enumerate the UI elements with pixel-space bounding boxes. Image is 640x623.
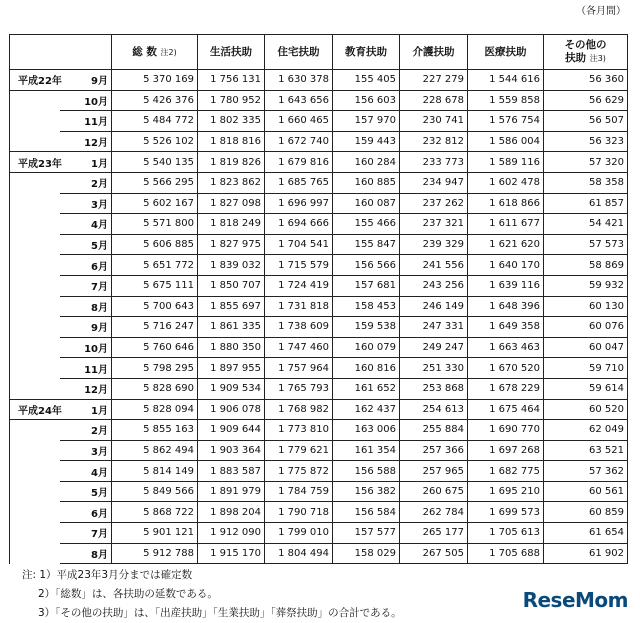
cell-value: 1 757 964: [265, 358, 333, 379]
cell-value: 1 660 465: [265, 111, 333, 132]
cell-value: 1 640 170: [468, 255, 544, 276]
cell-value: 1 649 358: [468, 317, 544, 338]
cell-value: 5 814 149: [112, 461, 198, 482]
row-month: 7月: [60, 275, 112, 296]
cell-value: 1 697 268: [468, 440, 544, 461]
table-row: [10, 481, 628, 502]
cell-value: 58 358: [544, 172, 628, 193]
row-month: 11月: [60, 358, 112, 379]
cell-value: 1 670 520: [468, 358, 544, 379]
cell-value: 1 823 862: [198, 172, 265, 193]
cell-value: 1 663 463: [468, 337, 544, 358]
cell-value: 1 773 810: [265, 420, 333, 441]
table-row: [10, 70, 628, 91]
cell-value: 239 329: [400, 234, 468, 255]
cell-value: 1 861 335: [198, 317, 265, 338]
cell-value: 254 613: [400, 399, 468, 420]
cell-value: 1 912 090: [198, 523, 265, 544]
cell-value: 161 354: [333, 440, 400, 461]
cell-value: 1 779 621: [265, 440, 333, 461]
row-month: 12月: [60, 131, 112, 152]
cell-value: 57 362: [544, 461, 628, 482]
cell-value: 62 049: [544, 420, 628, 441]
cell-value: 5 912 788: [112, 543, 198, 564]
cell-value: 5 484 772: [112, 111, 198, 132]
table-row: [10, 172, 628, 193]
footnote-2: 2）「総数」は、各扶助の延数である。: [38, 588, 218, 600]
cell-value: 1 903 364: [198, 440, 265, 461]
cell-value: 1 818 249: [198, 214, 265, 235]
header-iryo: 医療扶助: [468, 35, 544, 70]
table-row: [10, 234, 628, 255]
cell-value: 251 330: [400, 358, 468, 379]
cell-value: 157 681: [333, 275, 400, 296]
cell-value: 1 648 396: [468, 296, 544, 317]
cell-value: 162 437: [333, 399, 400, 420]
welfare-assistance-table: [9, 34, 628, 564]
table-row: [10, 523, 628, 544]
cell-value: 160 284: [333, 152, 400, 173]
cell-value: 56 360: [544, 70, 628, 91]
cell-value: 1 780 952: [198, 90, 265, 111]
cell-value: 1 827 975: [198, 234, 265, 255]
cell-value: 1 724 419: [265, 275, 333, 296]
cell-value: 1 705 688: [468, 543, 544, 564]
row-month: 4月: [60, 214, 112, 235]
row-month: 4月: [60, 461, 112, 482]
row-year: [10, 337, 60, 358]
cell-value: 234 947: [400, 172, 468, 193]
cell-value: 233 773: [400, 152, 468, 173]
cell-value: 156 382: [333, 481, 400, 502]
cell-value: 1 682 775: [468, 461, 544, 482]
table-row: [10, 378, 628, 399]
header-kyoiku: 教育扶助: [333, 35, 400, 70]
cell-value: 160 079: [333, 337, 400, 358]
cell-value: 1 818 816: [198, 131, 265, 152]
cell-value: 1 695 210: [468, 481, 544, 502]
cell-value: 5 798 295: [112, 358, 198, 379]
header-other: その他の 扶助 注3): [544, 35, 628, 70]
cell-value: 5 901 121: [112, 523, 198, 544]
cell-value: 5 651 772: [112, 255, 198, 276]
cell-value: 246 149: [400, 296, 468, 317]
row-year: 平成22年: [10, 70, 60, 91]
cell-value: 60 859: [544, 502, 628, 523]
cell-value: 1 784 759: [265, 481, 333, 502]
resemom-logo: ReseMom: [522, 588, 628, 612]
cell-value: 1 850 707: [198, 275, 265, 296]
row-month: 9月: [60, 70, 112, 91]
cell-value: 1 675 464: [468, 399, 544, 420]
cell-value: 5 540 135: [112, 152, 198, 173]
row-month: 3月: [60, 193, 112, 214]
cell-value: 1 804 494: [265, 543, 333, 564]
cell-value: 159 443: [333, 131, 400, 152]
row-month: 10月: [60, 337, 112, 358]
cell-value: 61 857: [544, 193, 628, 214]
cell-value: 54 421: [544, 214, 628, 235]
cell-value: 157 577: [333, 523, 400, 544]
cell-value: 57 573: [544, 234, 628, 255]
header-kaigo: 介護扶助: [400, 35, 468, 70]
cell-value: 61 902: [544, 543, 628, 564]
cell-value: 257 965: [400, 461, 468, 482]
cell-value: 1 839 032: [198, 255, 265, 276]
cell-value: 1 618 866: [468, 193, 544, 214]
cell-value: 1 685 765: [265, 172, 333, 193]
header-period: [10, 35, 112, 70]
cell-value: 1 898 204: [198, 502, 265, 523]
cell-value: 257 366: [400, 440, 468, 461]
cell-value: 227 279: [400, 70, 468, 91]
cell-value: 262 784: [400, 502, 468, 523]
table-row: [10, 502, 628, 523]
cell-value: 241 556: [400, 255, 468, 276]
cell-value: 5 849 566: [112, 481, 198, 502]
cell-value: 1 891 979: [198, 481, 265, 502]
table-row: [10, 193, 628, 214]
cell-value: 1 694 666: [265, 214, 333, 235]
table-row: [10, 337, 628, 358]
cell-value: 59 932: [544, 275, 628, 296]
row-year: [10, 358, 60, 379]
cell-value: 1 715 579: [265, 255, 333, 276]
cell-value: 1 544 616: [468, 70, 544, 91]
cell-value: 5 606 885: [112, 234, 198, 255]
row-year: 平成23年: [10, 152, 60, 173]
cell-value: 1 621 620: [468, 234, 544, 255]
cell-value: 1 768 982: [265, 399, 333, 420]
cell-value: 57 320: [544, 152, 628, 173]
cell-value: 1 799 010: [265, 523, 333, 544]
cell-value: 1 765 793: [265, 378, 333, 399]
cell-value: 5 370 169: [112, 70, 198, 91]
cell-value: 163 006: [333, 420, 400, 441]
row-year: [10, 234, 60, 255]
cell-value: 243 256: [400, 275, 468, 296]
cell-value: 1 819 826: [198, 152, 265, 173]
table-row: [10, 399, 628, 420]
table-row: [10, 543, 628, 564]
row-year: [10, 172, 60, 193]
cell-value: 232 812: [400, 131, 468, 152]
cell-value: 60 076: [544, 317, 628, 338]
cell-value: 60 130: [544, 296, 628, 317]
header-row: [10, 35, 628, 70]
table-row: [10, 255, 628, 276]
row-year: [10, 523, 60, 544]
cell-value: 5 828 690: [112, 378, 198, 399]
row-year: [10, 111, 60, 132]
cell-value: 260 675: [400, 481, 468, 502]
cell-value: 1 672 740: [265, 131, 333, 152]
cell-value: 5 700 643: [112, 296, 198, 317]
cell-value: 63 521: [544, 440, 628, 461]
cell-value: 5 855 163: [112, 420, 198, 441]
cell-value: 1 738 609: [265, 317, 333, 338]
row-month: 11月: [60, 111, 112, 132]
cell-value: 1 790 718: [265, 502, 333, 523]
row-month: 6月: [60, 255, 112, 276]
table-row: [10, 461, 628, 482]
cell-value: 1 576 754: [468, 111, 544, 132]
cell-value: 158 029: [333, 543, 400, 564]
cell-value: 255 884: [400, 420, 468, 441]
row-month: 2月: [60, 420, 112, 441]
row-month: 10月: [60, 90, 112, 111]
row-year: [10, 378, 60, 399]
cell-value: 1 690 770: [468, 420, 544, 441]
cell-value: 1 705 613: [468, 523, 544, 544]
cell-value: 1 696 997: [265, 193, 333, 214]
row-year: [10, 317, 60, 338]
cell-value: 247 331: [400, 317, 468, 338]
cell-value: 60 047: [544, 337, 628, 358]
cell-value: 5 571 800: [112, 214, 198, 235]
cell-value: 1 909 534: [198, 378, 265, 399]
cell-value: 1 704 541: [265, 234, 333, 255]
cell-value: 59 710: [544, 358, 628, 379]
cell-value: 56 323: [544, 131, 628, 152]
cell-value: 1 589 116: [468, 152, 544, 173]
cell-value: 1 906 078: [198, 399, 265, 420]
header-total: 総 数 注2): [112, 35, 198, 70]
cell-value: 157 970: [333, 111, 400, 132]
unit-label: （各月間）: [576, 6, 626, 17]
cell-value: 160 885: [333, 172, 400, 193]
row-year: [10, 296, 60, 317]
cell-value: 1 827 098: [198, 193, 265, 214]
cell-value: 1 880 350: [198, 337, 265, 358]
row-year: 平成24年: [10, 399, 60, 420]
footnote-3: 3）「その他の扶助」は、「出産扶助」「生業扶助」「葬祭扶助」の合計である。: [38, 607, 402, 619]
cell-value: 1 897 955: [198, 358, 265, 379]
header-jutaku: 住宅扶助: [265, 35, 333, 70]
row-month: 7月: [60, 523, 112, 544]
table-row: [10, 214, 628, 235]
cell-value: 1 699 573: [468, 502, 544, 523]
row-month: 8月: [60, 543, 112, 564]
cell-value: 249 247: [400, 337, 468, 358]
row-year: [10, 440, 60, 461]
row-year: [10, 543, 60, 564]
row-month: 8月: [60, 296, 112, 317]
row-year: [10, 255, 60, 276]
cell-value: 5 828 094: [112, 399, 198, 420]
row-month: 5月: [60, 481, 112, 502]
row-month: 2月: [60, 172, 112, 193]
cell-value: 228 678: [400, 90, 468, 111]
cell-value: 5 526 102: [112, 131, 198, 152]
row-year: [10, 90, 60, 111]
cell-value: 1 643 656: [265, 90, 333, 111]
row-month: 9月: [60, 317, 112, 338]
cell-value: 5 760 646: [112, 337, 198, 358]
row-month: 6月: [60, 502, 112, 523]
cell-value: 158 453: [333, 296, 400, 317]
table-row: [10, 131, 628, 152]
cell-value: 160 087: [333, 193, 400, 214]
cell-value: 1 909 644: [198, 420, 265, 441]
cell-value: 5 868 722: [112, 502, 198, 523]
row-month: 5月: [60, 234, 112, 255]
cell-value: 161 652: [333, 378, 400, 399]
row-month: 1月: [60, 152, 112, 173]
cell-value: 59 614: [544, 378, 628, 399]
cell-value: 1 586 004: [468, 131, 544, 152]
row-year: [10, 214, 60, 235]
cell-value: 265 177: [400, 523, 468, 544]
cell-value: 237 262: [400, 193, 468, 214]
row-month: 3月: [60, 440, 112, 461]
row-month: 12月: [60, 378, 112, 399]
cell-value: 5 862 494: [112, 440, 198, 461]
table-row: [10, 152, 628, 173]
cell-value: 5 566 295: [112, 172, 198, 193]
row-month: 1月: [60, 399, 112, 420]
cell-value: 155 405: [333, 70, 400, 91]
cell-value: 156 584: [333, 502, 400, 523]
cell-value: 1 602 478: [468, 172, 544, 193]
cell-value: 58 869: [544, 255, 628, 276]
cell-value: 1 639 116: [468, 275, 544, 296]
footnote-1: 注: 1）平成23年3月分までは確定数: [22, 569, 193, 581]
cell-value: 1 611 677: [468, 214, 544, 235]
cell-value: 237 321: [400, 214, 468, 235]
cell-value: 60 561: [544, 481, 628, 502]
row-year: [10, 502, 60, 523]
cell-value: 1 883 587: [198, 461, 265, 482]
table-row: [10, 111, 628, 132]
cell-value: 5 426 376: [112, 90, 198, 111]
table-row: [10, 296, 628, 317]
cell-value: 159 538: [333, 317, 400, 338]
cell-value: 56 629: [544, 90, 628, 111]
table-row: [10, 90, 628, 111]
cell-value: 1 678 229: [468, 378, 544, 399]
cell-value: 155 847: [333, 234, 400, 255]
cell-value: 1 802 335: [198, 111, 265, 132]
cell-value: 160 816: [333, 358, 400, 379]
cell-value: 253 868: [400, 378, 468, 399]
row-year: [10, 420, 60, 441]
cell-value: 1 775 872: [265, 461, 333, 482]
table-row: [10, 440, 628, 461]
cell-value: 1 679 816: [265, 152, 333, 173]
row-year: [10, 461, 60, 482]
cell-value: 156 588: [333, 461, 400, 482]
table-row: [10, 317, 628, 338]
row-year: [10, 131, 60, 152]
cell-value: 5 602 167: [112, 193, 198, 214]
cell-value: 155 466: [333, 214, 400, 235]
cell-value: 230 741: [400, 111, 468, 132]
table-row: [10, 420, 628, 441]
cell-value: 60 520: [544, 399, 628, 420]
cell-value: 1 855 697: [198, 296, 265, 317]
cell-value: 1 915 170: [198, 543, 265, 564]
cell-value: 5 716 247: [112, 317, 198, 338]
cell-value: 1 630 378: [265, 70, 333, 91]
cell-value: 156 566: [333, 255, 400, 276]
header-seikatsu: 生活扶助: [198, 35, 265, 70]
cell-value: 267 505: [400, 543, 468, 564]
cell-value: 1 731 818: [265, 296, 333, 317]
cell-value: 5 675 111: [112, 275, 198, 296]
cell-value: 1 756 131: [198, 70, 265, 91]
footnotes: [22, 566, 402, 623]
cell-value: 1 559 858: [468, 90, 544, 111]
cell-value: 156 603: [333, 90, 400, 111]
table-row: [10, 358, 628, 379]
cell-value: 61 654: [544, 523, 628, 544]
table-row: [10, 275, 628, 296]
row-year: [10, 275, 60, 296]
row-year: [10, 193, 60, 214]
cell-value: 1 747 460: [265, 337, 333, 358]
row-year: [10, 481, 60, 502]
cell-value: 56 507: [544, 111, 628, 132]
